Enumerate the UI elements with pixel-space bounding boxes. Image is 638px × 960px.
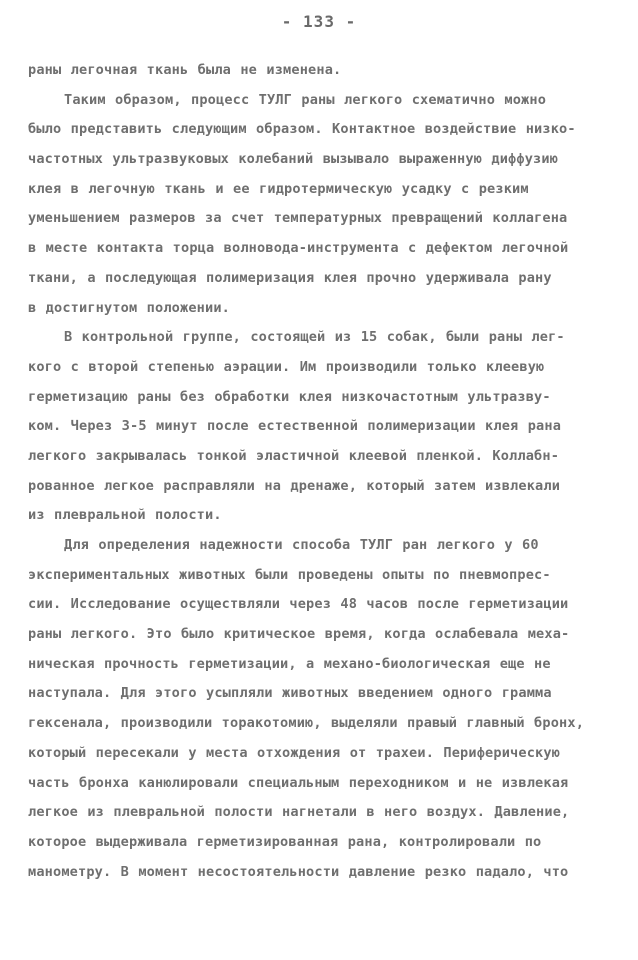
text-line: кого с второй степенью аэрации. Им производили только клеевую <box>28 358 545 375</box>
text-line: в месте контакта торца волновода-инструмента с дефектом легочной <box>28 240 569 257</box>
text-line: манометру. В момент несостоятельности давление резко падало, что <box>28 863 569 880</box>
text-line: который пересекали у места отхождения от трахеи. Периферическую <box>28 744 561 761</box>
text-line: ткани, а последующая полимеризация клея прочно удерживала рану <box>28 269 552 286</box>
text-line: часть бронха канюлировали специальным переходником и не извлекая <box>28 774 569 791</box>
text-line: клея в легочную ткань и ее гидротермическую усадку с резким <box>28 180 529 197</box>
body-text <box>28 56 618 887</box>
text-line: было представить следующим образом. Контактное воздействие низко- <box>28 121 576 138</box>
text-line: герметизацию раны без обработки клея низкочастотным ультразву- <box>28 388 551 405</box>
text-line: ническая прочность герметизации, а механо-биологическая еще не <box>28 655 551 672</box>
text-line: В контрольной группе, состоящей из 15 собак, были раны лег- <box>64 329 565 346</box>
page-number: - 133 - <box>281 12 357 31</box>
text-line: ком. Через 3-5 минут после естественной полимеризации клея рана <box>28 418 562 435</box>
text-line: рованное легкое расправляли на дренаже, который затем извлекали <box>28 477 561 494</box>
text-line: уменьшением размеров за счет температурных превращений коллагена <box>28 210 568 227</box>
text-line: которое выдерживала герметизированная рана, контролировали по <box>28 833 542 850</box>
text-line: легкого закрывалась тонкой эластичной клеевой пленкой. Коллабн- <box>28 447 560 464</box>
text-line: наступала. Для этого усыпляли животных введением одного грамма <box>28 685 552 702</box>
text-line: сии. Исследование осуществляли через 48 часов после герметизации <box>28 596 569 613</box>
text-line: из плевральной полости. <box>28 507 222 524</box>
text-line: в достигнутом положении. <box>28 299 231 316</box>
text-line: гексенала, производили торакотомию, выделяли правый главный бронх, <box>28 715 585 732</box>
text-line: раны легкого. Это было критическое время, когда ослабевала меха- <box>28 626 570 643</box>
text-line: Для определения надежности способа ТУЛГ ран легкого у 60 <box>64 537 539 553</box>
text-line: легкое из плевральной полости нагнетали в него воздух. Давление, <box>28 804 570 821</box>
text-line: частотных ультразвуковых колебаний вызывало выраженную диффузию <box>28 151 559 168</box>
text-line: Таким образом, процесс ТУЛГ раны легкого схематично можно <box>64 91 547 108</box>
text-line: раны легочная ткань была не изменена. <box>28 62 342 78</box>
text-line: экспериментальных животных были проведены опыты по пневмопрес- <box>28 566 551 583</box>
